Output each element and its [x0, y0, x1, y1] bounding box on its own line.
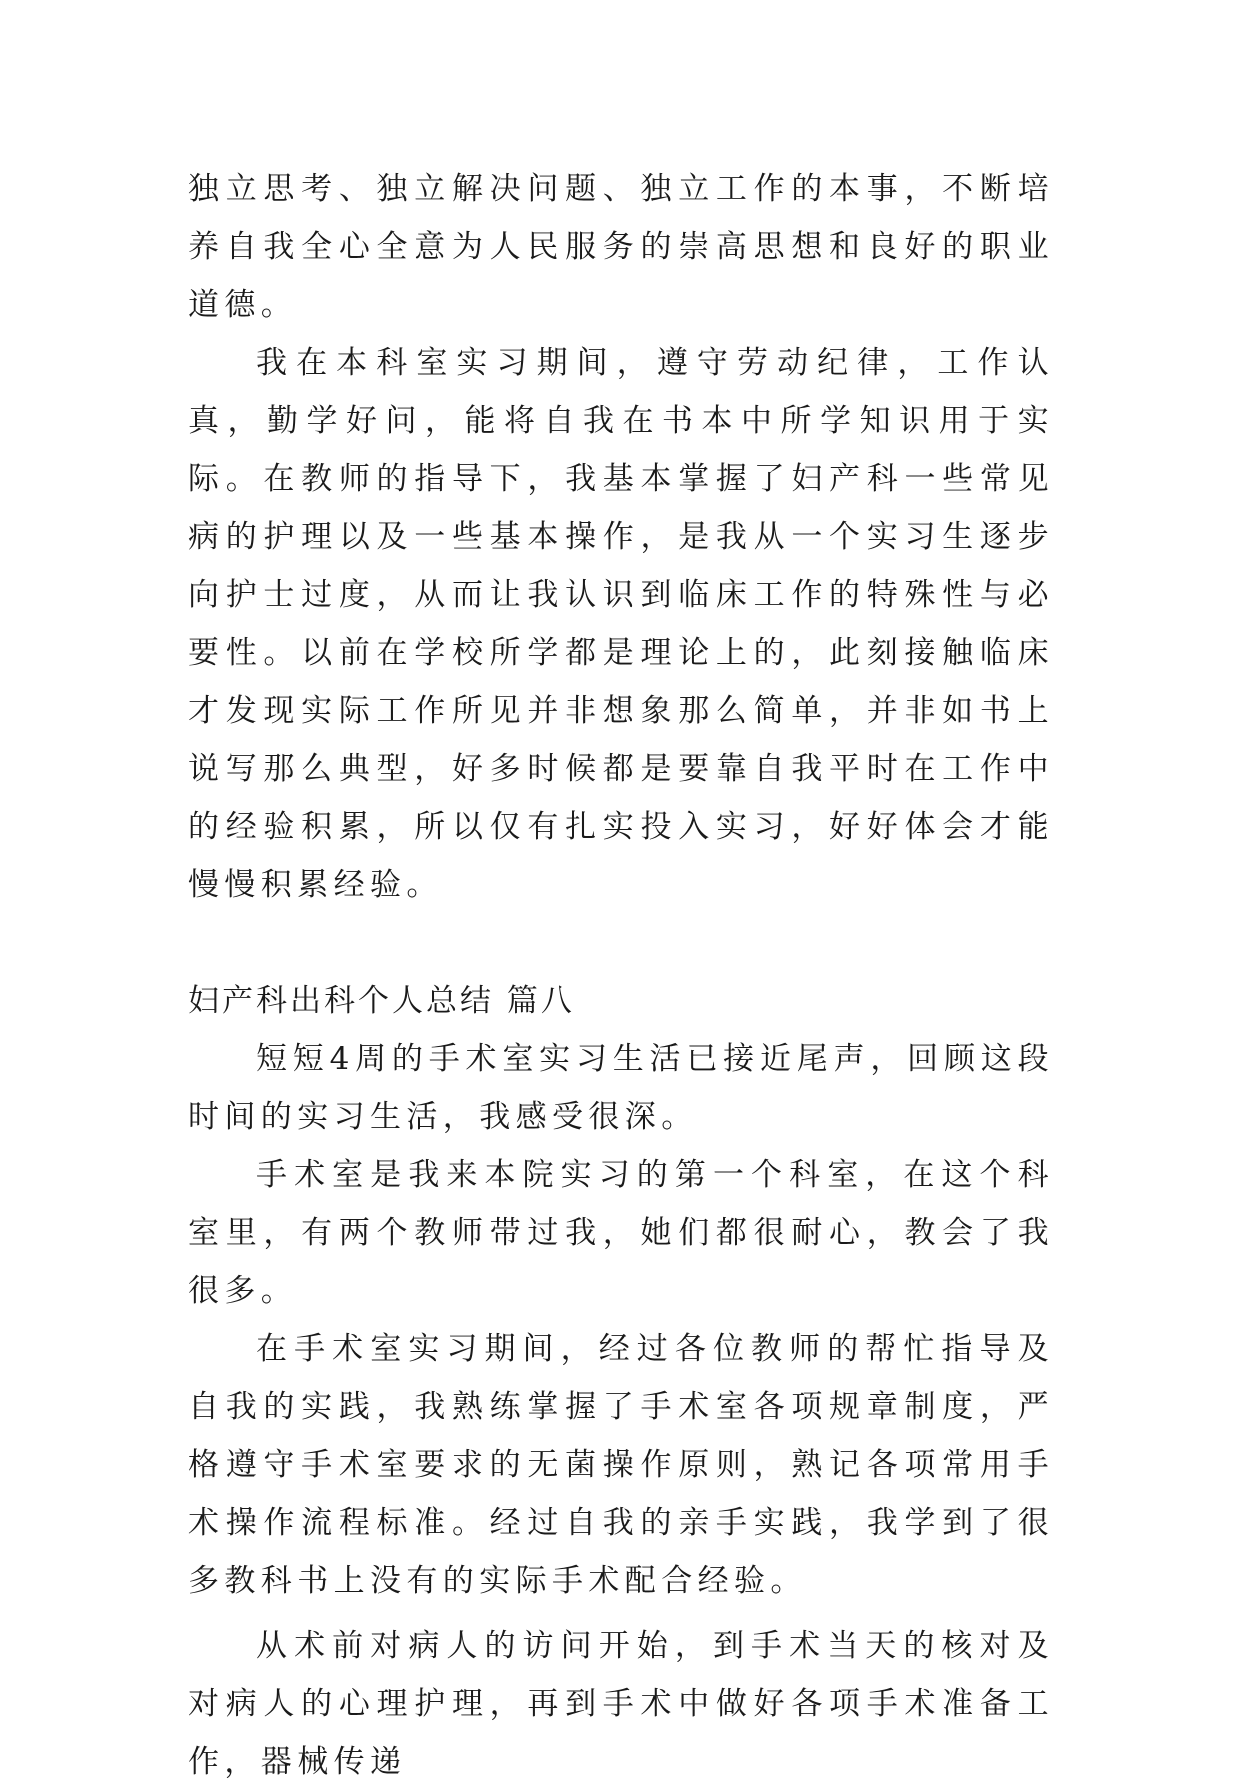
paragraph-1: 独立思考、独立解决问题、独立工作的本事，不断培养自我全心全意为人民服务的崇高思想和良好的职业道德。 [188, 171, 1054, 323]
paragraph-2: 我在本科室实习期间，遵守劳动纪律，工作认真，勤学好问，能将自我在书本中所学知识用于实际。在教师的指导下，我基本掌握了妇产科一些常见病的护理以及一些基本操作，是我从一个实习生逐步向护士过度，从而让我认识到临床工作的特殊性与必要性。以前在学校所学都是理论上的，此刻接触临床才发现实际工作所见并非想象那么简单，并非如书上说写那么典型，好多时候都是要靠自我平时在工作中的经验积累，所以仅有扎实投入实习，好好体会才能慢慢积累经验。 [188, 345, 1054, 903]
paragraph-3: 短短4周的手术室实习生活已接近尾声，回顾这段时间的实习生活，我感受很深。 [188, 1041, 1054, 1135]
paragraph-4: 手术室是我来本院实习的第一个科室，在这个科室里，有两个教师带过我，她们都很耐心，教会了我很多。 [188, 1157, 1054, 1309]
paragraph-6: 从术前对病人的访问开始，到手术当天的核对及对病人的心理护理，再到手术中做好各项手术准备工作，器械传递 [188, 1628, 1054, 1780]
paragraph-5: 在手术室实习期间，经过各位教师的帮忙指导及自我的实践，我熟练掌握了手术室各项规章制度，严格遵守手术室要求的无菌操作原则，熟记各项常用手术操作流程标准。经过自我的亲手实践，我学到了很多教科书上没有的实际手术配合经验。 [188, 1331, 1054, 1599]
document-body [188, 160, 1054, 1791]
section-heading: 妇产科出科个人总结 篇八 [188, 983, 575, 1019]
